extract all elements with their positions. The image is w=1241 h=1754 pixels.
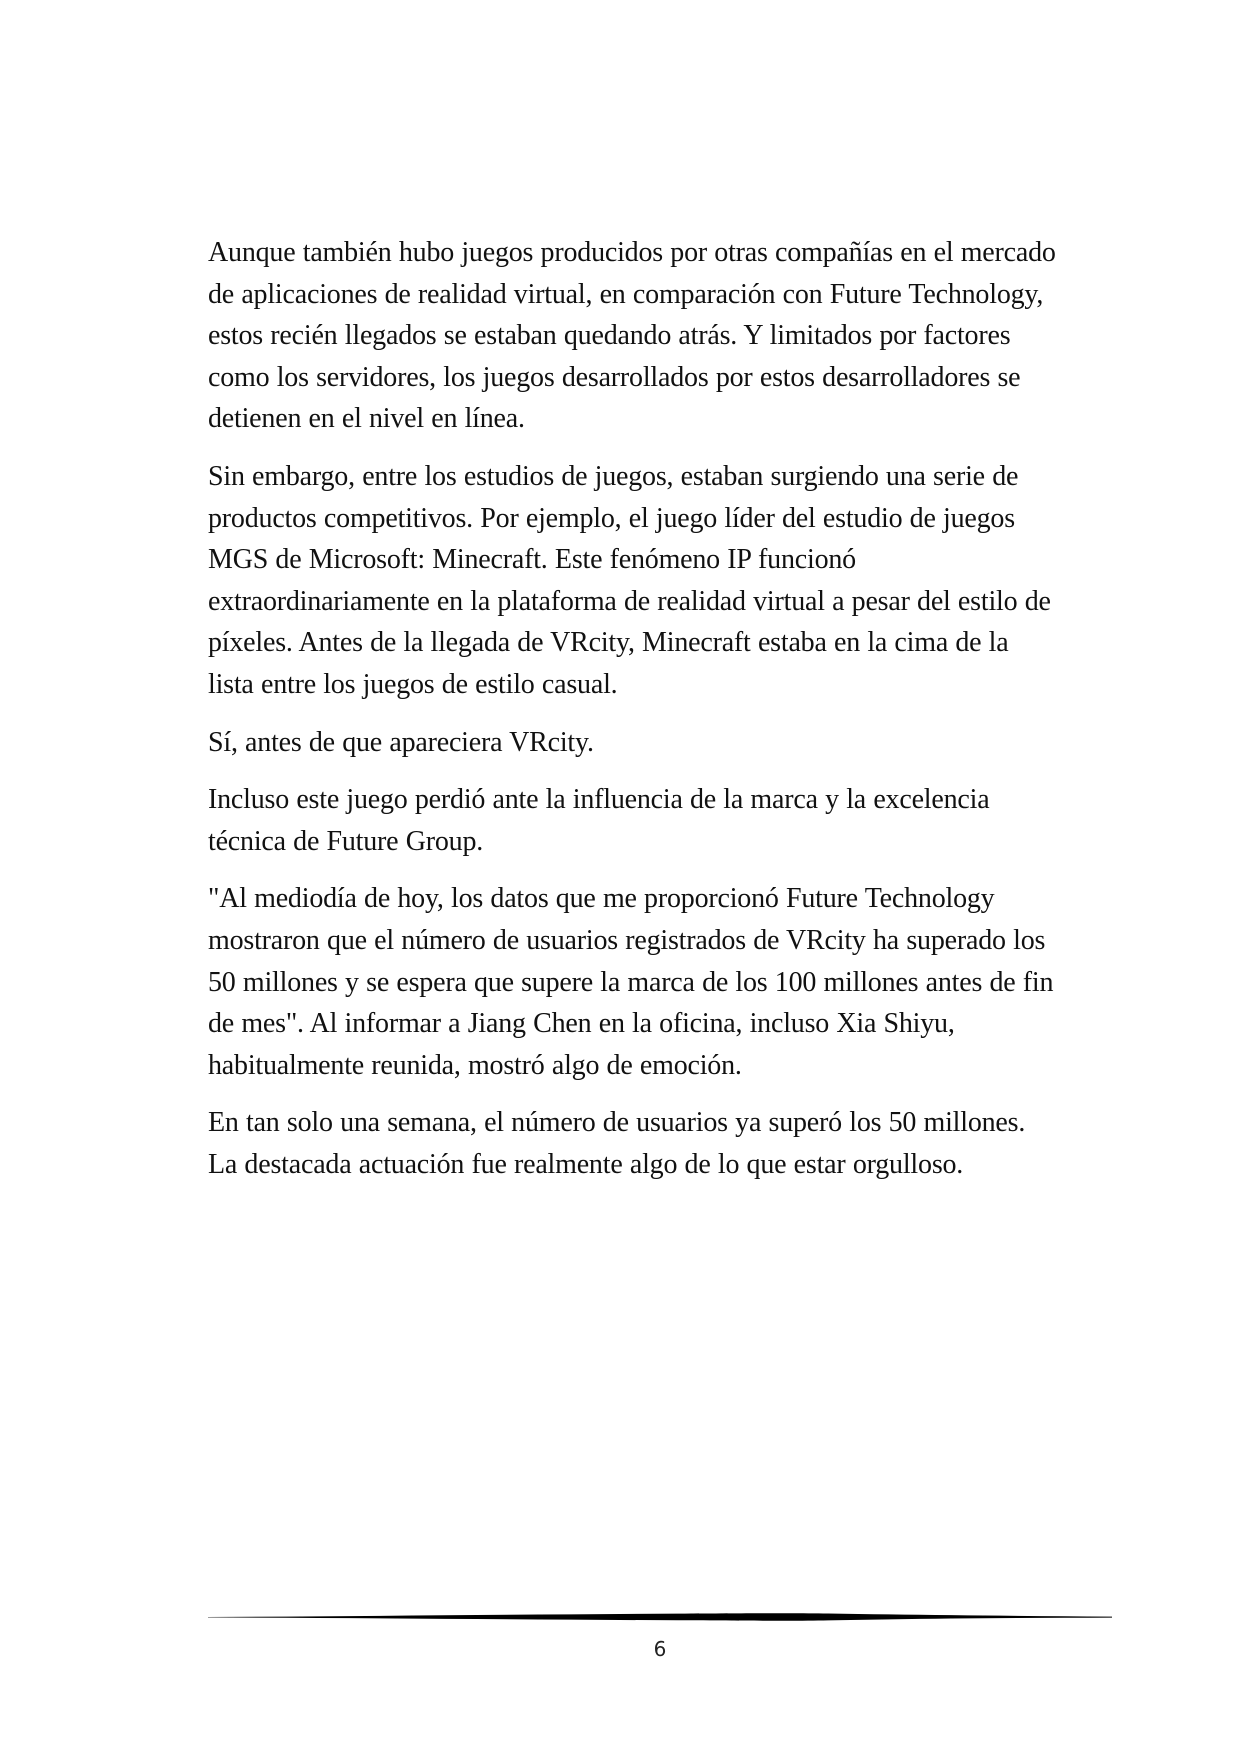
paragraph: Aunque también hubo juegos producidos por otras compañías en el mercado de aplicaciones de realidad virtual, en comparación con Future Technology, estos recién llegados se estaban quedando atrás. Y limitados por factores como los servidores, los juegos desarrollados por estos desarrolladores se detienen en el nivel en línea. [208, 237, 1056, 435]
paragraph: En tan solo una semana, el número de usuarios ya superó los 50 millones. La destacada actuación fue realmente algo de lo que estar orgulloso. [208, 1107, 1026, 1180]
paragraph: Sí, antes de que apareciera VRcity. [208, 726, 594, 758]
footer-divider [208, 1610, 1112, 1624]
paragraph: Incluso este juego perdió ante la influencia de la marca y la excelencia técnica de Future Group. [208, 784, 990, 857]
paragraph: "Al mediodía de hoy, los datos que me proporcionó Future Technology mostraron que el número de usuarios registrados de VRcity ha superado los 50 millones y se espera que supere la marca de los 100 millones antes de fin de mes". Al informar a Jiang Chen en la oficina, incluso Xia Shiyu, habitualmente reunida, mostró algo de emoción. [208, 883, 1054, 1081]
paragraph: Sin embargo, entre los estudios de juegos, estaban surgiendo una serie de productos competitivos. Por ejemplo, el juego líder del estudio de juegos MGS de Microsoft: Minecraft. Este fenómeno IP funcionó extraordinariamente en la plataforma de realidad virtual a pesar del estilo de píxeles. Antes de la llegada de VRcity, Minecraft estaba en la cima de la lista entre los juegos de estilo casual. [208, 460, 1051, 700]
body-text [208, 232, 1058, 1201]
page-number: 6 [653, 1637, 667, 1661]
